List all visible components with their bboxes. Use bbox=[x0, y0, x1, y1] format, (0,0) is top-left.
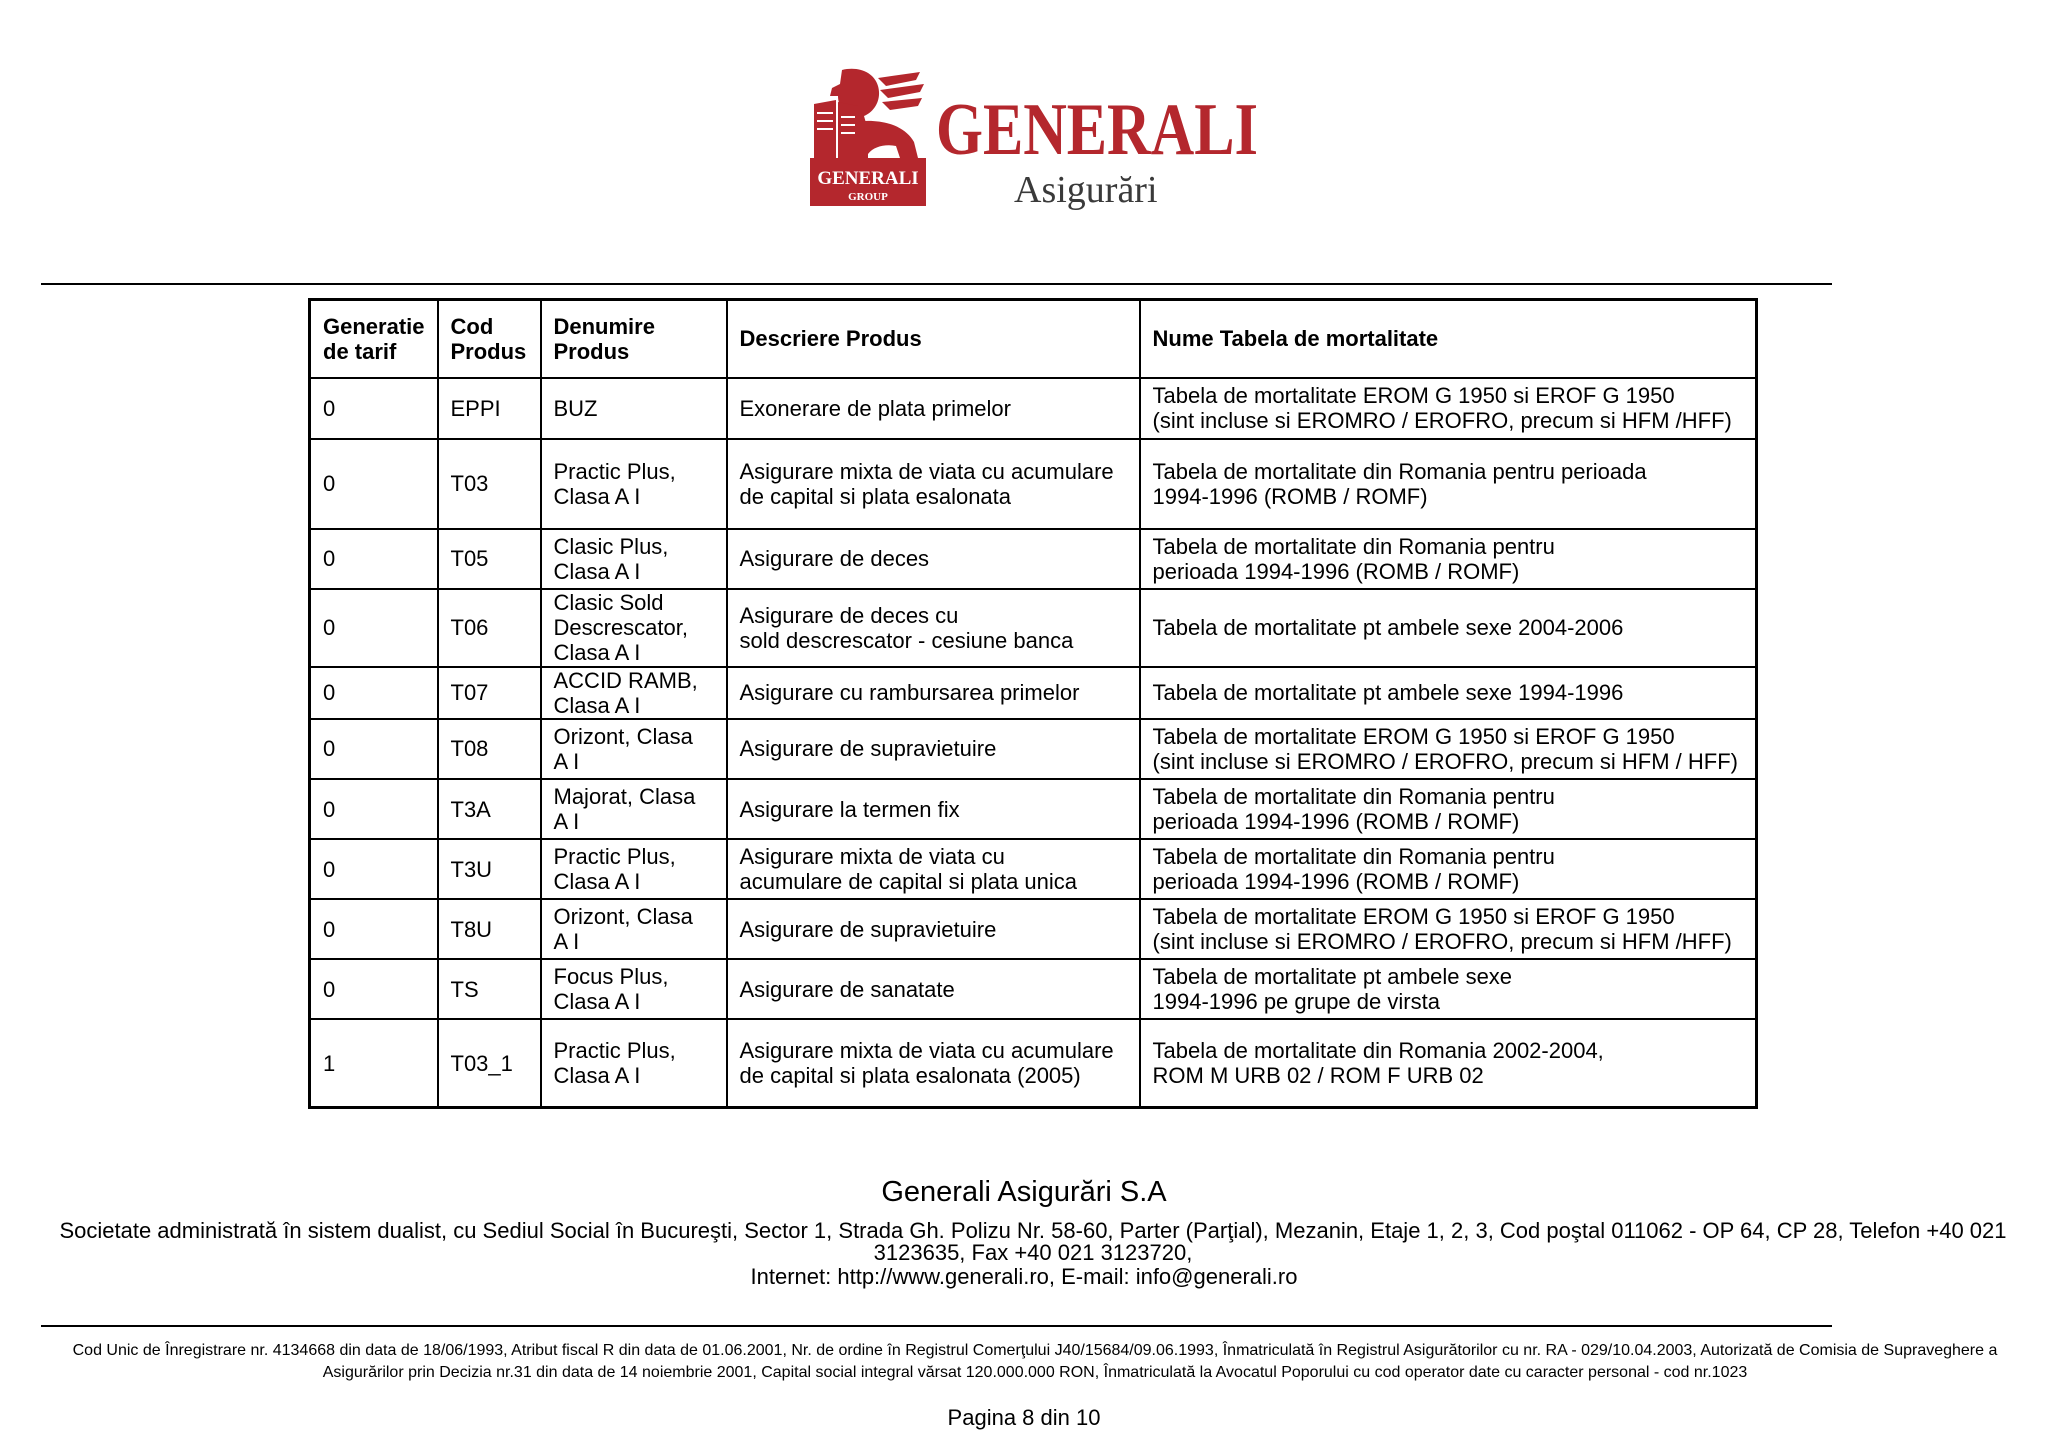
cell-cod: TS bbox=[438, 959, 541, 1019]
table-row bbox=[310, 839, 1757, 899]
cell-descriere: Asigurare cu rambursarea primelor bbox=[727, 667, 1140, 719]
cell-denumire: BUZ bbox=[541, 378, 727, 439]
header-descriere-produs: Descriere Produs bbox=[727, 300, 1140, 378]
badge-text: GENERALI bbox=[817, 168, 919, 189]
cell-generatie: 0 bbox=[310, 589, 438, 667]
cell-generatie: 0 bbox=[310, 529, 438, 589]
cell-denumire: Practic Plus, Clasa A I bbox=[541, 839, 727, 899]
cell-cod: T07 bbox=[438, 667, 541, 719]
cell-tabela: Tabela de mortalitate EROM G 1950 si EROF G 1950 (sint incluse si EROMRO / EROFRO, precum si HFM / HFF) bbox=[1140, 719, 1757, 779]
cell-generatie: 0 bbox=[310, 378, 438, 439]
cell-descriere: Asigurare la termen fix bbox=[727, 779, 1140, 839]
cell-descriere: Exonerare de plata primelor bbox=[727, 378, 1140, 439]
cell-descriere: Asigurare mixta de viata cu acumulare de capital si plata esalonata (2005) bbox=[727, 1019, 1140, 1107]
cell-cod: T08 bbox=[438, 719, 541, 779]
cell-denumire: Focus Plus, Clasa A I bbox=[541, 959, 727, 1019]
cell-generatie: 0 bbox=[310, 839, 438, 899]
bottom-divider bbox=[41, 1325, 1832, 1327]
table-row bbox=[310, 1019, 1757, 1107]
footer-company-description: Societate administrată în sistem dualist, cu Sediul Social în Bucureşti, Sector 1, Strada Gh. Polizu Nr. 58-60, Parter (Parţial), Mezanin, Etaje 1, 2, 3, Cod poştal 011062 - OP 64, CP 28, Telefon +40 021 3123635, Fax +40 021 3123720, bbox=[59, 1218, 2007, 1265]
cell-tabela: Tabela de mortalitate EROM G 1950 si EROF G 1950 (sint incluse si EROMRO / EROFRO, precum si HFM /HFF) bbox=[1140, 378, 1757, 439]
cell-cod: T3U bbox=[438, 839, 541, 899]
header-cod-produs: Cod Produs bbox=[438, 300, 541, 378]
cell-denumire: Clasic Sold Descrescator, Clasa A I bbox=[541, 589, 727, 667]
table-row bbox=[310, 439, 1757, 529]
brand-subtitle: Asigurări bbox=[1014, 169, 1158, 211]
cell-tabela: Tabela de mortalitate din Romania pentru perioada 1994-1996 (ROMB / ROMF) bbox=[1140, 439, 1757, 529]
brand-name: GENERALI bbox=[936, 89, 1258, 171]
cell-tabela: Tabela de mortalitate din Romania pentru perioada 1994-1996 (ROMB / ROMF) bbox=[1140, 529, 1757, 589]
cell-cod: T03_1 bbox=[438, 1019, 541, 1107]
cell-descriere: Asigurare de supravietuire bbox=[727, 899, 1140, 959]
table-row bbox=[310, 529, 1757, 589]
cell-cod: T8U bbox=[438, 899, 541, 959]
cell-tabela: Tabela de mortalitate din Romania pentru perioada 1994-1996 (ROMB / ROMF) bbox=[1140, 779, 1757, 839]
footer-registry-info: Cod Unic de Înregistrare nr. 4134668 din data de 18/06/1993, Atribut fiscal R din data de 01.06.2001, Nr. de ordine în Registrul Comerţului J40/15684/09.06.1993, Înmatriculată în Registrul Asigurătorilor cu nr. RA - 029/10.04.2003, Autorizată de Comisia de Supraveghere a Asigurărilor prin Decizia nr.31 din data de 14 noiembrie 2001, Capital social integral vărsat 120.000.000 RON, Înmatriculată la Avocatul Poporului cu cod operator date cu caracter personal - cod nr.1023 bbox=[72, 1342, 1998, 1381]
cell-cod: T05 bbox=[438, 529, 541, 589]
cell-tabela: Tabela de mortalitate din Romania pentru perioada 1994-1996 (ROMB / ROMF) bbox=[1140, 839, 1757, 899]
top-divider bbox=[41, 283, 1832, 285]
cell-generatie: 0 bbox=[310, 439, 438, 529]
badge-subtext: GROUP bbox=[848, 191, 888, 203]
cell-descriere: Asigurare de supravietuire bbox=[727, 719, 1140, 779]
cell-descriere: Asigurare mixta de viata cu acumulare de capital si plata esalonata bbox=[727, 439, 1140, 529]
cell-generatie: 1 bbox=[310, 1019, 438, 1107]
cell-tabela: Tabela de mortalitate pt ambele sexe 1994-1996 pe grupe de virsta bbox=[1140, 959, 1757, 1019]
table-row bbox=[310, 378, 1757, 439]
mortality-table bbox=[308, 298, 1758, 1109]
header-tabela-mortalitate: Nume Tabela de mortalitate bbox=[1140, 300, 1757, 378]
footer-contact: Internet: http://www.generali.ro, E-mail: info@generali.ro bbox=[750, 1264, 1298, 1289]
cell-generatie: 0 bbox=[310, 667, 438, 719]
table-row bbox=[310, 589, 1757, 667]
table-row bbox=[310, 899, 1757, 959]
table-row bbox=[310, 779, 1757, 839]
cell-cod: T03 bbox=[438, 439, 541, 529]
cell-denumire: Practic Plus, Clasa A I bbox=[541, 439, 727, 529]
footer-company-name: Generali Asigurări S.A bbox=[881, 1176, 1167, 1208]
cell-descriere: Asigurare de deces cu sold descrescator - cesiune banca bbox=[727, 589, 1140, 667]
cell-denumire: Clasic Plus, Clasa A I bbox=[541, 529, 727, 589]
cell-denumire: Practic Plus, Clasa A I bbox=[541, 1019, 727, 1107]
cell-cod: T3A bbox=[438, 779, 541, 839]
cell-generatie: 0 bbox=[310, 959, 438, 1019]
cell-generatie: 0 bbox=[310, 779, 438, 839]
header-denumire-produs: Denumire Produs bbox=[541, 300, 727, 378]
cell-tabela: Tabela de mortalitate pt ambele sexe 1994-1996 bbox=[1140, 667, 1757, 719]
generali-logo bbox=[808, 66, 1260, 218]
cell-descriere: Asigurare de sanatate bbox=[727, 959, 1140, 1019]
cell-denumire: Orizont, Clasa A I bbox=[541, 899, 727, 959]
cell-denumire: Orizont, Clasa A I bbox=[541, 719, 727, 779]
header-generatie: Generatie de tarif bbox=[310, 300, 438, 378]
table-row bbox=[310, 667, 1757, 719]
table-row bbox=[310, 959, 1757, 1019]
cell-descriere: Asigurare mixta de viata cu acumulare de capital si plata unica bbox=[727, 839, 1140, 899]
cell-tabela: Tabela de mortalitate EROM G 1950 si EROF G 1950 (sint incluse si EROMRO / EROFRO, precum si HFM /HFF) bbox=[1140, 899, 1757, 959]
cell-generatie: 0 bbox=[310, 899, 438, 959]
table-row bbox=[310, 719, 1757, 779]
page-number: Pagina 8 din 10 bbox=[947, 1405, 1101, 1430]
cell-denumire: ACCID RAMB, Clasa A I bbox=[541, 667, 727, 719]
cell-denumire: Majorat, Clasa A I bbox=[541, 779, 727, 839]
table-header-row bbox=[310, 300, 1757, 378]
cell-descriere: Asigurare de deces bbox=[727, 529, 1140, 589]
cell-tabela: Tabela de mortalitate din Romania 2002-2004, ROM M URB 02 / ROM F URB 02 bbox=[1140, 1019, 1757, 1107]
cell-tabela: Tabela de mortalitate pt ambele sexe 2004-2006 bbox=[1140, 589, 1757, 667]
cell-cod: T06 bbox=[438, 589, 541, 667]
cell-generatie: 0 bbox=[310, 719, 438, 779]
cell-cod: EPPI bbox=[438, 378, 541, 439]
